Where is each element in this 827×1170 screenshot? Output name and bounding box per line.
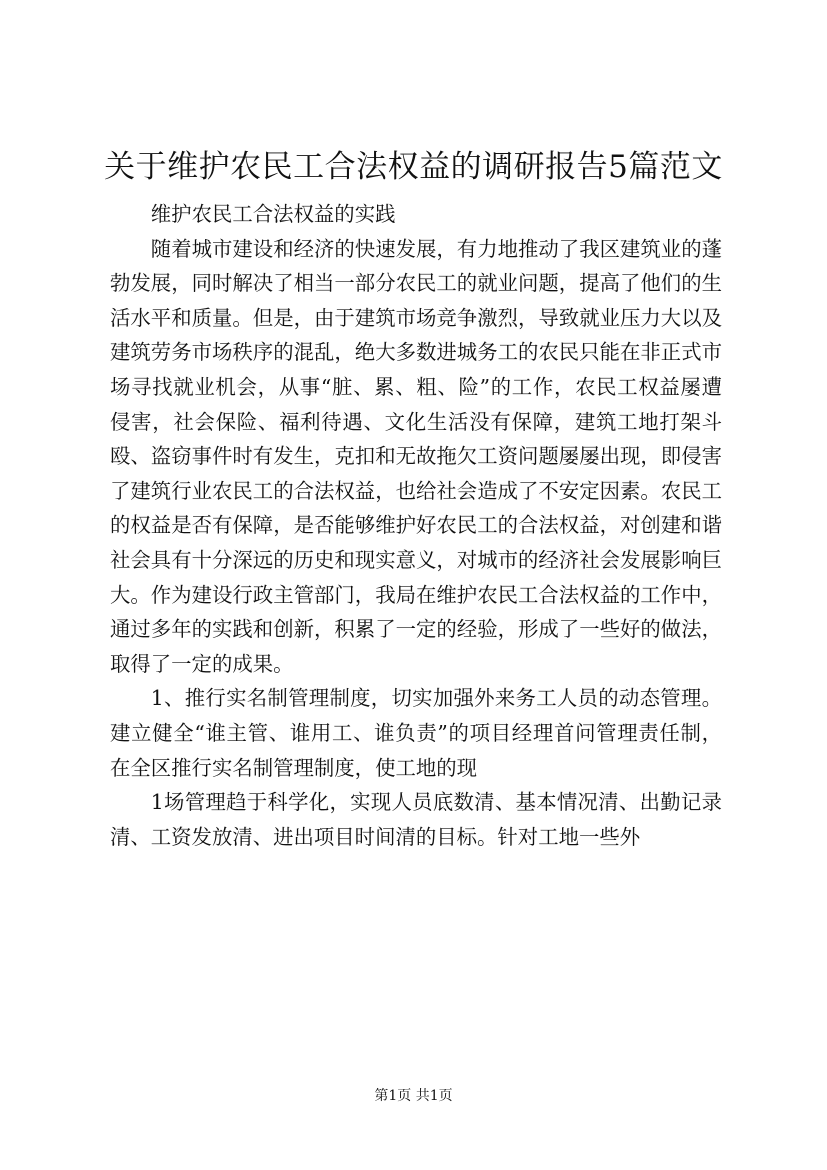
body-paragraph: 1、推行实名制管理制度，切实加强外来务工人员的动态管理。建立健全“谁主管、谁用工、谁负责”的项目经理首问管理责任制，在全区推行实名制管理制度，使工地的现 (110, 686, 722, 780)
document-body (110, 197, 722, 854)
body-paragraph: 随着城市建设和经济的快速发展，有力地推动了我区建筑业的蓬勃发展，同时解决了相当一部分农民工的就业问题，提高了他们的生活水平和质量。但是，由于建筑市场竞争激烈，导致就业压力大以及建筑劳务市场秩序的混乱，绝大多数进城务工的农民只能在非正式市场寻找就业机会，从事“脏、累、粗、险”的工作，农民工权益屡遭侵害，社会保险、福利待遇、文化生活没有保障，建筑工地打架斗殴、盗窃事件时有发生，克扣和无故拖欠工资问题屡屡出现，即侵害了建筑行业农民工的合法权益，也给社会造成了不安定因素。农民工的权益是否有保障，是否能够维护好农民工的合法权益，对创建和谐社会具有十分深远的历史和现实意义，对城市的经济社会发展影响巨大。作为建设行政主管部门，我局在维护农民工合法权益的工作中，通过多年的实践和创新，积累了一定的经验，形成了一些好的做法，取得了一定的成果。 (110, 236, 722, 676)
section-heading: 维护农民工合法权益的实践 (150, 202, 396, 226)
page-footer: 第1页 共1页 (374, 1088, 453, 1104)
document-title: 关于维护农民工合法权益的调研报告5篇范文 (104, 149, 723, 185)
body-paragraph: 1场管理趋于科学化，实现人员底数清、基本情况清、出勤记录清、工资发放清、进出项目时间清的目标。针对工地一些外 (110, 790, 722, 849)
